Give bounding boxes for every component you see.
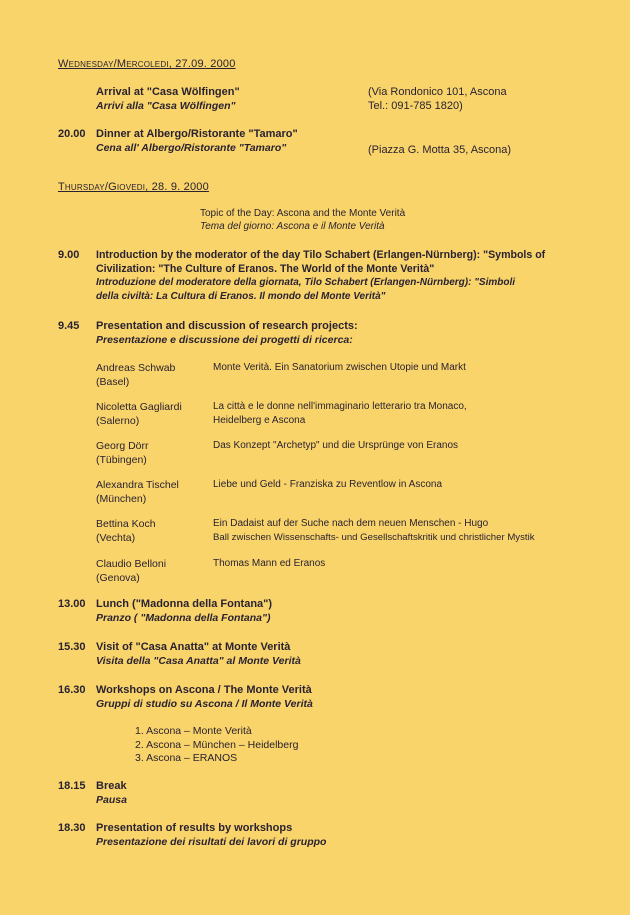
dinner-it: Cena all' Albergo/Ristorante "Tamaro" (96, 142, 287, 154)
visit-en: Visit of "Casa Anatta" at Monte Verità (96, 641, 291, 653)
dinner-en: Dinner at Albergo/Ristorante "Tamaro" (96, 128, 298, 140)
results-en: Presentation of results by workshops (96, 822, 293, 834)
presenter-title: Monte Verità. Ein Sanatorium zwischen Utopie und Markt (213, 362, 466, 373)
presenter-title: Thomas Mann ed Eranos (213, 558, 326, 569)
presenter-name: Nicoletta Gagliardi (96, 401, 182, 413)
presentation-it: Presentazione e discussione dei progetti di ricerca: (96, 334, 353, 346)
workshop-item: 3. Ascona – ERANOS (135, 752, 238, 764)
presenter-place: (Vechta) (96, 532, 136, 544)
presenter-place: (München) (96, 493, 147, 505)
lunch-time: 13.00 (58, 598, 86, 610)
workshop-item: 1. Ascona – Monte Verità (135, 725, 252, 737)
visit-time: 15.30 (58, 641, 86, 653)
presenter-name: Alexandra Tischel (96, 479, 179, 491)
presenter-place: (Basel) (96, 376, 130, 388)
presenter-title: Liebe und Geld - Franziska zu Reventlow in Ascona (213, 479, 443, 490)
break-time: 18.15 (58, 780, 86, 792)
intro-it-line1: Introduzione del moderatore della giornata, Tilo Schabert (Erlangen-Nürnberg): "Simboli (96, 277, 516, 288)
intro-time: 9.00 (58, 249, 80, 261)
intro-it-line2: della civiltà: La Cultura di Eranos. Il mondo del Monte Verità" (96, 291, 386, 302)
presenter-place: (Salerno) (96, 415, 140, 427)
intro-en-line1: Introduction by the moderator of the day Tilo Schabert (Erlangen-Nürnberg): "Symbols of (96, 249, 546, 261)
presentation-en: Presentation and discussion of research projects: (96, 320, 358, 332)
lunch-it: Pranzo ( "Madonna della Fontana") (96, 612, 271, 624)
presenter-title-cont: Heidelberg e Ascona (213, 415, 306, 426)
presenter-title: Ein Dadaist auf der Suche nach dem neuen Menschen - Hugo (213, 518, 489, 529)
arrival-it: Arrivi alla "Casa Wölfingen" (96, 100, 236, 112)
workshop-item: 2. Ascona – München – Heidelberg (135, 739, 299, 751)
presenter-title: Das Konzept "Archetyp" und die Ursprünge von Eranos (213, 440, 459, 451)
presenter-place: (Tübingen) (96, 454, 147, 466)
lunch-en: Lunch ("Madonna della Fontana") (96, 598, 273, 610)
presenter-name: Claudio Belloni (96, 558, 167, 570)
arrival-address-line2: Tel.: 091-785 1820) (368, 100, 463, 112)
break-it: Pausa (96, 794, 127, 806)
intro-en-line2: Civilization: "The Culture of Eranos. The World of the Monte Verità" (96, 263, 435, 275)
presenter-title: La città e le donne nell'immaginario letterario tra Monaco, (213, 401, 467, 412)
topic-en: Topic of the Day: Ascona and the Monte Verità (200, 208, 406, 219)
thursday-header: Thursday/Giovedi, 28. 9. 2000 (58, 181, 209, 193)
workshops-time: 16.30 (58, 684, 86, 696)
arrival-en: Arrival at "Casa Wölfingen" (96, 86, 240, 98)
presenter-name: Georg Dörr (96, 440, 149, 452)
visit-it: Visita della "Casa Anatta" al Monte Verità (96, 655, 301, 667)
results-it: Presentazione dei risultati dei lavori di gruppo (96, 836, 327, 848)
workshops-it: Gruppi di studio su Ascona / Il Monte Verità (96, 698, 313, 710)
dinner-time: 20.00 (58, 128, 86, 140)
presenter-name: Andreas Schwab (96, 362, 176, 374)
presenter-title-cont: Ball zwischen Wissenschafts- und Gesellschaftskritik und christlicher Mystik (213, 532, 535, 543)
presenter-place: (Genova) (96, 572, 140, 584)
presentation-time: 9.45 (58, 320, 80, 332)
workshops-en: Workshops on Ascona / The Monte Verità (96, 684, 312, 696)
arrival-address-line1: (Via Rondonico 101, Ascona (368, 86, 507, 98)
break-en: Break (96, 780, 127, 792)
results-time: 18.30 (58, 822, 86, 834)
presenter-name: Bettina Koch (96, 518, 156, 530)
topic-it: Tema del giorno: Ascona e il Monte Verità (200, 221, 385, 232)
wednesday-header: Wednesday/Mercoledi, 27.09. 2000 (58, 58, 236, 70)
dinner-address: (Piazza G. Motta 35, Ascona) (368, 144, 512, 156)
